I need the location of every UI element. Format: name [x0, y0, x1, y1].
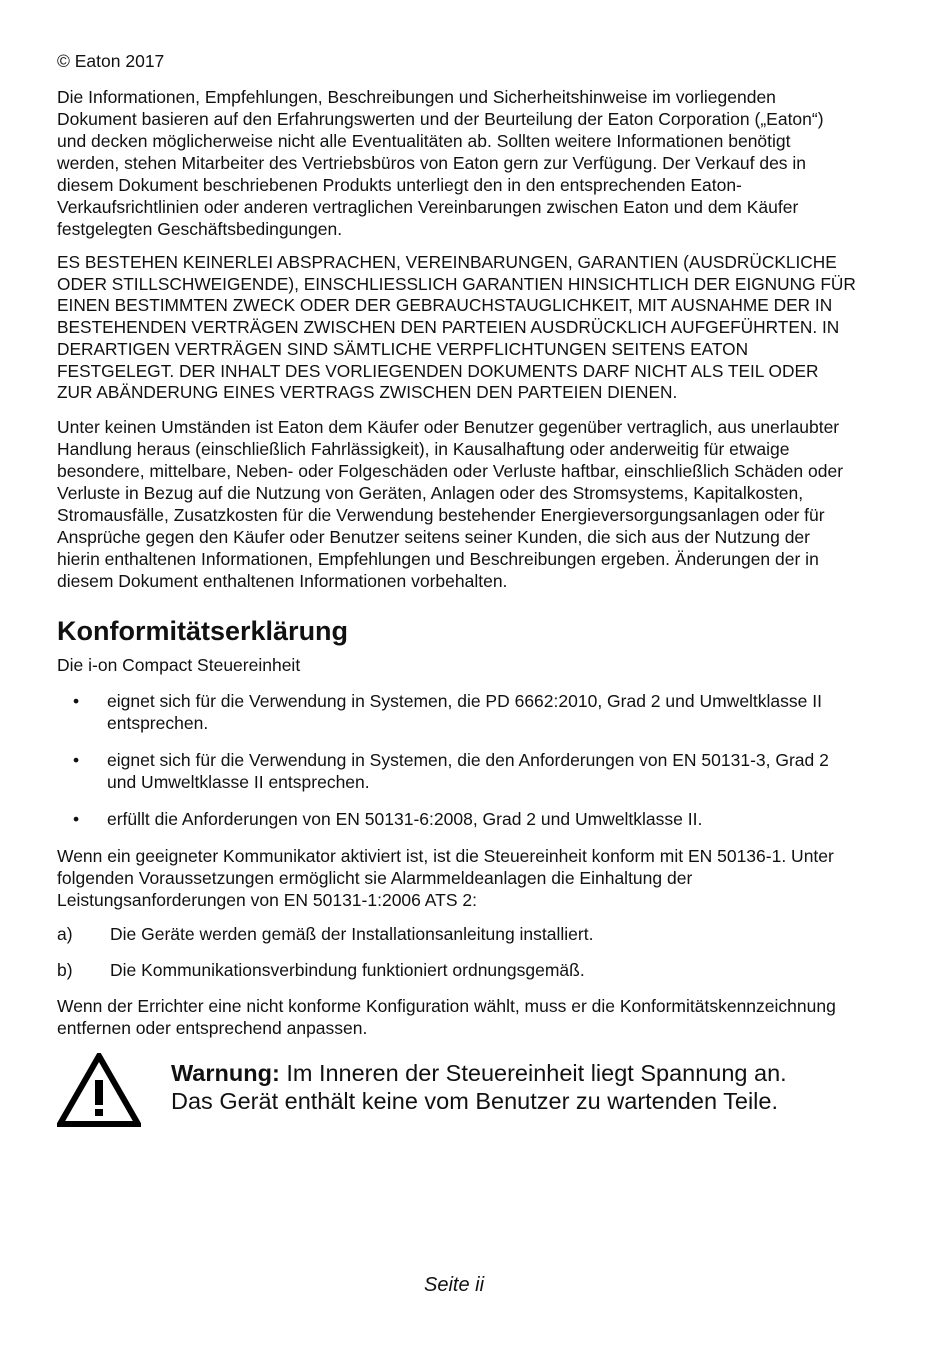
warning-triangle-icon — [57, 1053, 141, 1127]
list-marker: a) — [57, 923, 73, 944]
list-item — [57, 749, 857, 793]
closing-paragraph: Wenn der Errichter eine nicht konforme Konfiguration wählt, muss er die Konformitätskennzeichnung entfernen oder entsprechend anpassen. — [57, 995, 836, 1038]
bullet-icon: • — [73, 690, 80, 711]
conditions-list — [57, 923, 857, 981]
section-intro: Die i-on Compact Steuereinheit — [57, 654, 301, 675]
page-number: Seite ii — [423, 1274, 485, 1296]
list-marker: b) — [57, 959, 73, 980]
list-item — [57, 690, 857, 734]
bullet-icon: • — [73, 749, 80, 770]
disclaimer-paragraph-1: Die Informationen, Empfehlungen, Beschreibungen und Sicherheitshinweise im vorliegenden Dokument basieren auf den Erfahrungswerten und der Beurteilung der Eaton Corporation („Eaton“) und decken möglicherweise nicht alle Eventualitäten ab. Sollten weitere Informationen benötigt werden, stehen Mitarbeiter des Vertriebsbüros von Eaton gern zur Verfügung. Der Verkauf des in diesem Dokument beschriebenen Produkts unterliegt den in den entsprechenden Eaton-Verkaufsrichtlinien oder anderen vertraglichen Vereinbarungen zwischen Eaton und dem Käufer festgelegten Geschäftsbedingungen. — [57, 87, 824, 239]
conformity-bullet-list — [57, 690, 857, 830]
disclaimer-paragraph-3: Unter keinen Umständen ist Eaton dem Käufer oder Benutzer gegenüber vertraglich, aus unerlaubter Handlung heraus (einschließlich Fahrlässigkeit), in Kausalhaftung oder anderweitig für etwaige besondere, mittelbare, Neben- oder Folgeschäden oder Verluste haftbar, einschließlich Schäden oder Verluste in Bezug auf die Nutzung von Geräten, Anlagen oder des Stromsystems, Kapitalkosten, Stromausfälle, Zusatzkosten für die Verwendung bestehender Energieversorgungsanlagen oder für Ansprüche gegen den Käufer oder Benutzer seitens seiner Kunden, die sich aus der Nutzung der hierin enthaltenen Informationen, Empfehlungen und Beschreibungen ergeben. Änderungen der in diesem Dokument enthaltenen Informationen vorbehalten. — [57, 416, 844, 591]
bullet-icon: • — [73, 808, 80, 829]
warning-text — [171, 1059, 851, 1115]
document-page — [57, 50, 857, 1133]
warning-line-1: Im Inneren der Steuereinheit liegt Spannung an. — [286, 1059, 787, 1086]
warning-line-2: Das Gerät enthält keine vom Benutzer zu wartenden Teile. — [171, 1087, 778, 1114]
list-item-text: Die Geräte werden gemäß der Installationsanleitung installiert. — [110, 923, 594, 944]
disclaimer-paragraph-2: ES BESTEHEN KEINERLEI ABSPRACHEN, VEREINBARUNGEN, GARANTIEN (AUSDRÜCKLICHE ODER STILLSCHWEIGENDE), EINSCHLIESSLICH GARANTIEN HINSICHTLICH DER EIGNUNG FÜR EINEN BESTIMMTEN ZWECK ODER DER GEBRAUCHSTAUGLICHKEIT, MIT AUSNAHME DER IN BESTEHENDEN VERTRÄGEN ZWISCHEN DEN PARTEIEN AUSDRÜCKLICH AUFGEFÜHRTEN. IN DERARTIGEN VERTRÄGEN SIND SÄMTLICHE VERPFLICHTUNGEN SEITENS EATON FESTGELEGT. DER INHALT DES VORLIEGENDEN DOKUMENTS DARF NICHT ALS TEIL ODER ZUR ABÄNDERUNG EINES VERTRAGS ZWISCHEN DEN PARTEIEN DIENEN. — [57, 252, 856, 403]
conformity-paragraph: Wenn ein geeigneter Kommunikator aktiviert ist, ist die Steuereinheit konform mit EN 50136-1. Unter folgenden Voraussetzungen ermöglicht sie Alarmmeldeanlagen die Einhaltung der Leistungsanforderungen von EN 50131-1:2006 ATS 2: — [57, 845, 834, 910]
list-item-text: Die Kommunikationsverbindung funktioniert ordnungsgemäß. — [110, 959, 585, 980]
copyright-notice: © Eaton 2017 — [57, 51, 165, 71]
warning-label: Warnung: — [171, 1059, 280, 1086]
list-item — [57, 808, 857, 830]
list-item — [57, 923, 857, 945]
warning-box — [57, 1053, 857, 1133]
list-item-text: eignet sich für die Verwendung in Systemen, die PD 6662:2010, Grad 2 und Umweltklasse II entsprechen. — [107, 690, 822, 733]
section-heading: Konformitätserklärung — [57, 615, 349, 646]
list-item-text: erfüllt die Anforderungen von EN 50131-6:2008, Grad 2 und Umweltklasse II. — [107, 808, 703, 829]
list-item-text: eignet sich für die Verwendung in Systemen, die den Anforderungen von EN 50131-3, Grad 2 und Umweltklasse II entsprechen. — [107, 749, 829, 792]
list-item — [57, 959, 857, 981]
